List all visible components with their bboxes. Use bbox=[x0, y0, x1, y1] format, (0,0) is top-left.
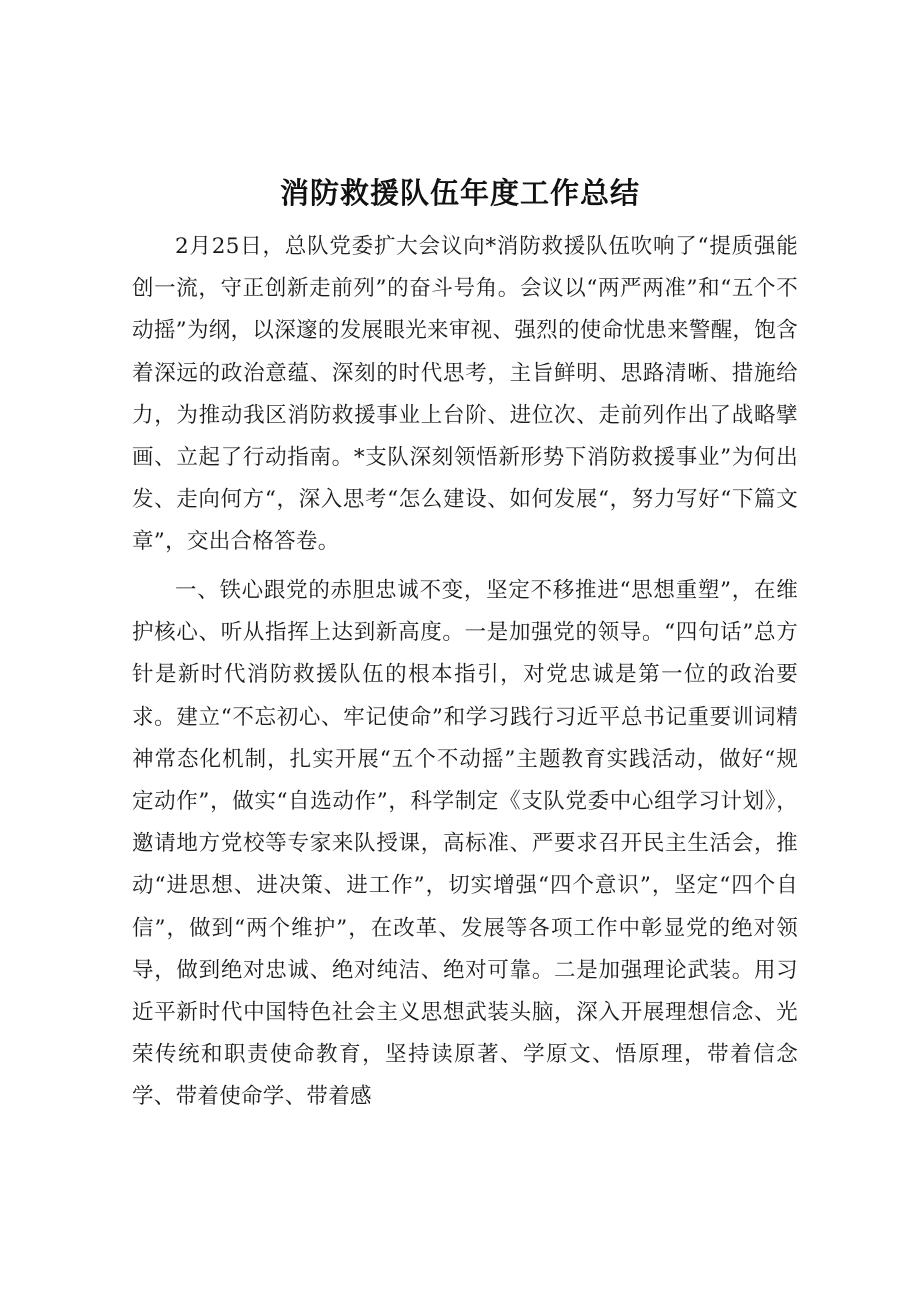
paragraph-intro: 2月25日，总队党委扩大会议向*消防救援队伍吹响了“提质强能创一流，守正创新走前列”的奋斗号角。会议以“两严两准”和“五个不动摇”为纲，以深邃的发展眼光来审视、强烈的使命忧患来警醒，饱含着深远的政治意蕴、深刻的时代思考，主旨鲜明、思路清晰、措施给力，为推动我区消防救援事业上台阶、进位次、走前列作出了战略擘画、立起了行动指南。*支队深刻领悟新形势下消防救援事业”为何出发、走向何方“，深入思考“怎么建设、如何发展“，努力写好“下篇文章”，交出合格答卷。 bbox=[132, 234, 798, 555]
document-title: 消防救援队伍年度工作总结 bbox=[279, 176, 640, 210]
paragraph-section-one: 一、铁心跟党的赤胆忠诚不变，坚定不移推进“思想重塑”，在维护核心、听从指挥上达到新高度。一是加强党的领导。“四句话”总方针是新时代消防救援队伍的根本指引，对党忠诚是第一位的政治要求。建立“不忘初心、牢记使命”和学习践行习近平总书记重要训词精神常态化机制，扎实开展“五个不动摇”主题教育实践活动，做好“规定动作”，做实“自选动作”，科学制定《支队党委中心组学习计划》，邀请地方党校等专家来队授课，高标准、严要求召开民主生活会，推动“进思想、进决策、进工作”，切实增强“四个意识”，坚定“四个自信”，做到“两个维护”，在改革、发展等各项工作中彰显党的绝对领导，做到绝对忠诚、绝对纯洁、绝对可靠。二是加强理论武装。用习近平新时代中国特色社会主义思想武装头脑，深入开展理想信念、光荣传统和职责使命教育，坚持读原著、学原文、悟原理，带着信念学、带着使命学、带着感 bbox=[132, 578, 798, 1110]
